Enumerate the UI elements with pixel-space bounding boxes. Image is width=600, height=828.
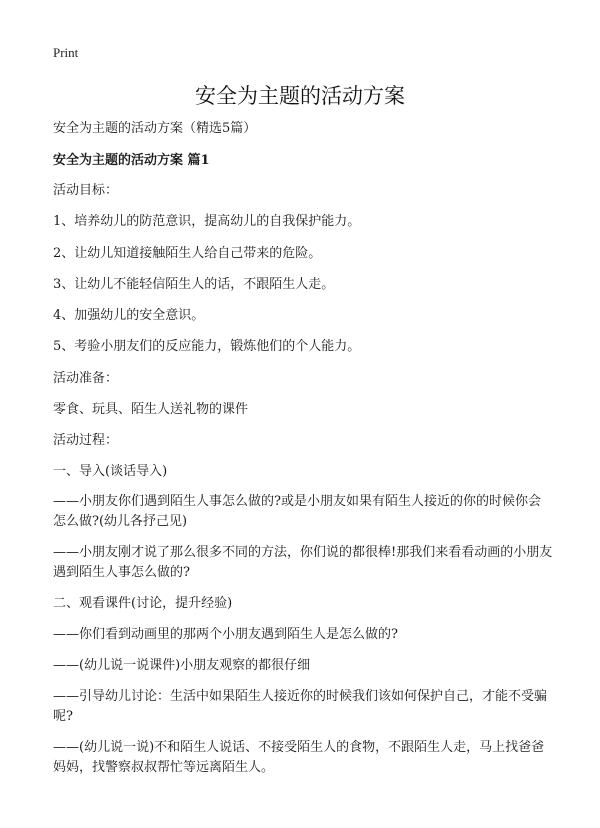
- step2-paragraph: ——(幼儿说一说课件)小朋友观察的都很仔细: [53, 658, 311, 673]
- goals-label: 活动目标：: [53, 183, 119, 198]
- goal-item: 1、培养幼儿的防范意识，提高幼儿的自我保护能力。: [53, 214, 361, 229]
- step2-paragraph: ——你们看到动画里的那两个小朋友遇到陌生人是怎么做的?: [53, 627, 398, 642]
- step1-paragraph: ——小朋友刚才说了那么很多不同的方法，你们说的都很棒!那我们来看看动画的小朋友遇到陌生人事怎么做的?: [53, 545, 553, 580]
- prep-label: 活动准备：: [53, 371, 119, 386]
- step2-heading: 二、观看课件(讨论，提升经验): [53, 596, 233, 611]
- goal-item: 3、让幼儿不能轻信陌生人的话，不跟陌生人走。: [53, 277, 335, 292]
- step2-paragraph: ——引导幼儿讨论：生活中如果陌生人接近你的时候我们该如何保护自己，才能不受骗呢?: [53, 689, 548, 724]
- step1-heading: 一、导入(谈话导入): [53, 464, 168, 479]
- process-label: 活动过程：: [53, 433, 119, 448]
- step2-paragraph: ——(幼儿说一说)不和陌生人说话、不接受陌生人的食物，不跟陌生人走，马上找爸爸妈妈，找警察叔叔帮忙等远离陌生人。: [53, 740, 545, 775]
- print-link[interactable]: Print: [53, 45, 79, 60]
- prep-text: 零食、玩具、陌生人送礼物的课件: [53, 402, 249, 417]
- section-heading: 安全为主题的活动方案 篇1: [53, 153, 210, 168]
- document-subtitle: 安全为主题的活动方案（精选5篇）: [53, 121, 257, 136]
- goal-item: 5、考验小朋友们的反应能力，锻炼他们的个人能力。: [53, 339, 361, 354]
- document-title: 安全为主题的活动方案: [195, 84, 405, 108]
- goal-item: 4、加强幼儿的安全意识。: [53, 308, 205, 323]
- step1-paragraph: ——小朋友你们遇到陌生人事怎么做的?或是小朋友如果有陌生人接近的你的时候你会怎么做?(幼儿各抒己见): [53, 494, 541, 529]
- goal-item: 2、让幼儿知道接触陌生人给自己带来的危险。: [53, 246, 322, 261]
